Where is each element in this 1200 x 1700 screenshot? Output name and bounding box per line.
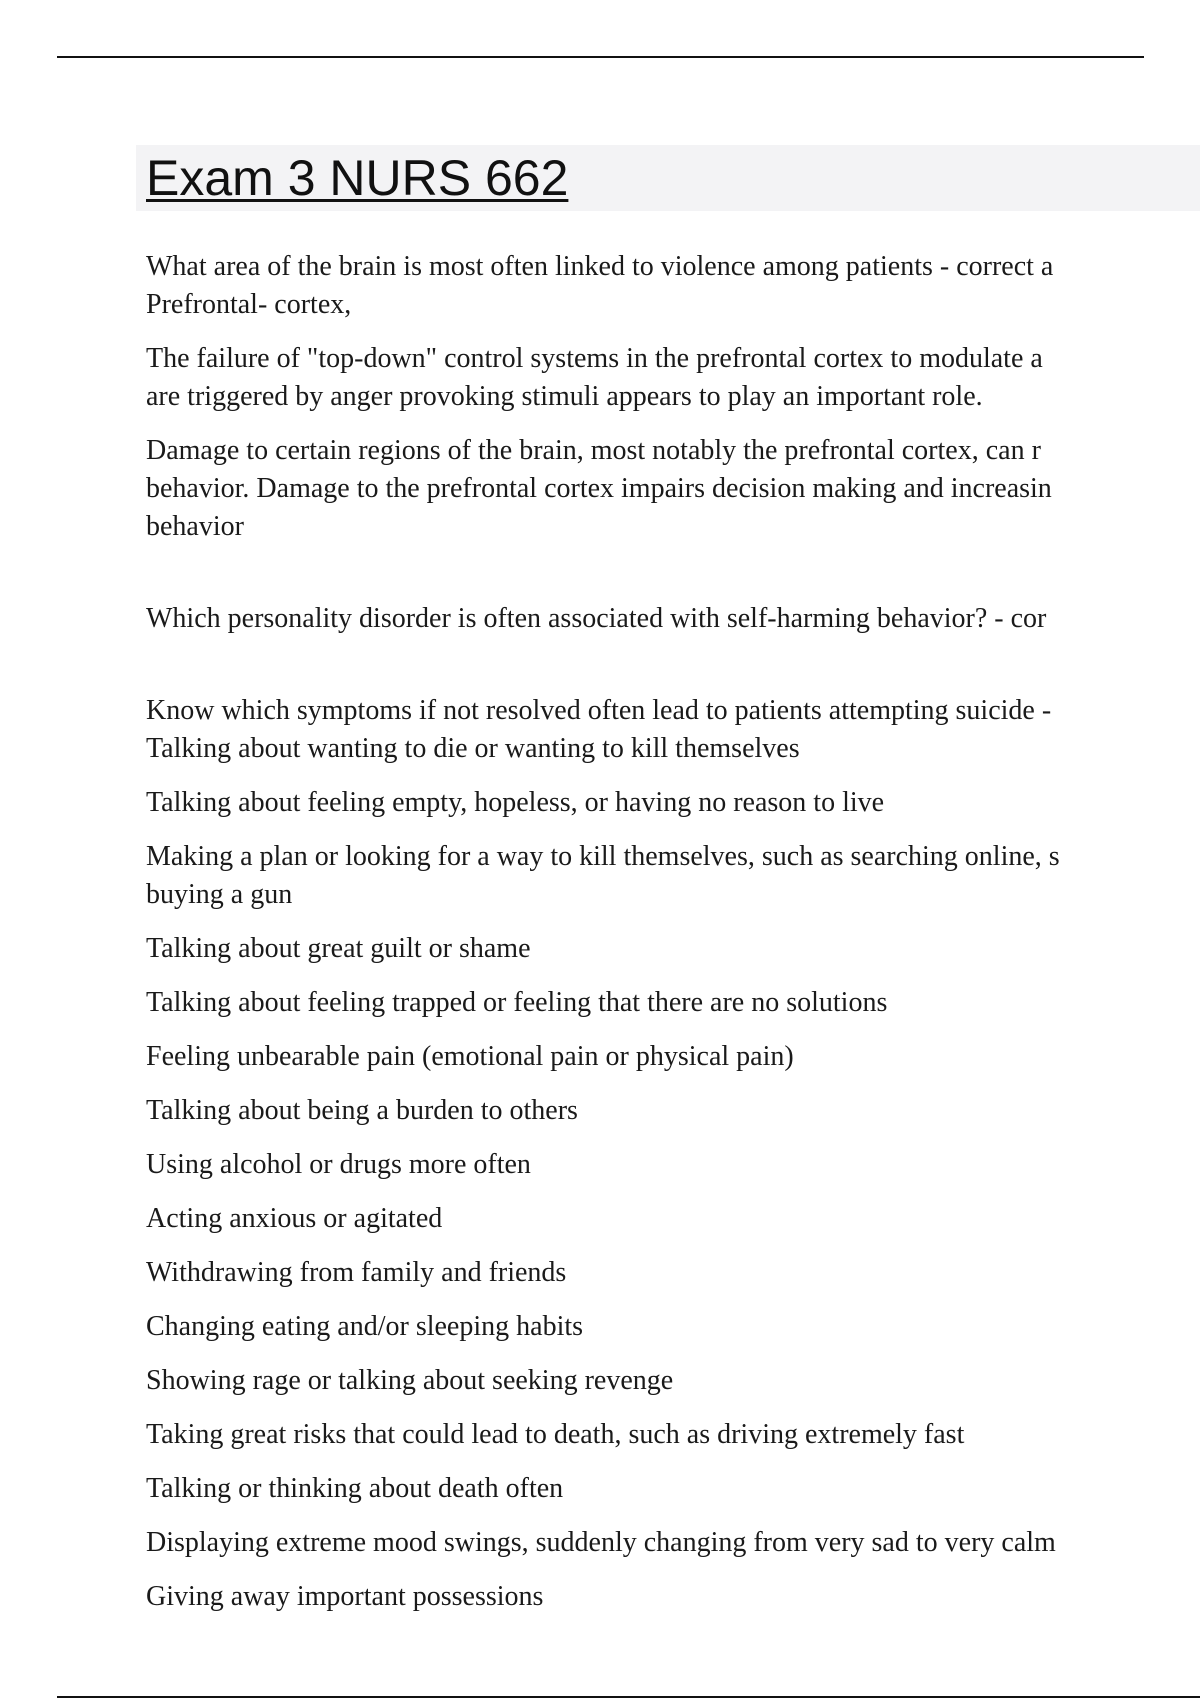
symptom-item: Talking about feeling trapped or feeling that there are no solutions <box>146 987 888 1018</box>
document-title: Exam 3 NURS 662 <box>146 150 569 206</box>
paragraph-personality-disorder-question: Which personality disorder is often associated with self-harming behavior? - cor <box>146 603 1047 634</box>
symptom-item: Taking great risks that could lead to death, such as driving extremely fast <box>146 1419 965 1450</box>
symptom-item: Making a plan or looking for a way to kill themselves, such as searching online, s buying a gun <box>146 841 1060 910</box>
symptom-item: Withdrawing from family and friends <box>146 1257 567 1288</box>
top-rule <box>57 56 1144 58</box>
bottom-rule <box>57 1696 1200 1698</box>
symptom-item: Changing eating and/or sleeping habits <box>146 1311 584 1342</box>
document-body <box>146 248 1200 1632</box>
symptom-item: Talking about being a burden to others <box>146 1095 578 1126</box>
symptom-item: Using alcohol or drugs more often <box>146 1149 531 1180</box>
paragraph-brain-area-question: What area of the brain is most often linked to violence among patients - correct a Prefrontal- cortex, <box>146 251 1054 320</box>
symptom-item: Talking or thinking about death often <box>146 1473 564 1504</box>
symptom-item: Acting anxious or agitated <box>146 1203 443 1234</box>
symptom-item: Displaying extreme mood swings, suddenly changing from very sad to very calm <box>146 1527 1056 1558</box>
symptom-item: Talking about feeling empty, hopeless, or having no reason to live <box>146 787 885 818</box>
symptom-item: Giving away important possessions <box>146 1581 544 1612</box>
symptom-item: Showing rage or talking about seeking revenge <box>146 1365 674 1396</box>
symptom-item: Feeling unbearable pain (emotional pain or physical pain) <box>146 1041 794 1072</box>
paragraph-top-down-control: The failure of "top-down" control systems in the prefrontal cortex to modulate a are triggered by anger provoking stimuli appears to play an important role. <box>146 343 1043 412</box>
paragraph-prefrontal-damage: Damage to certain regions of the brain, most notably the prefrontal cortex, can r behavior. Damage to the prefrontal cortex impairs decision making and increasin behavior <box>146 435 1052 542</box>
symptom-item: Talking about great guilt or shame <box>146 933 531 964</box>
paragraph-suicide-symptoms-question: Know which symptoms if not resolved often lead to patients attempting suicide - Talking about wanting to die or wanting to kill themselves <box>146 695 1052 764</box>
